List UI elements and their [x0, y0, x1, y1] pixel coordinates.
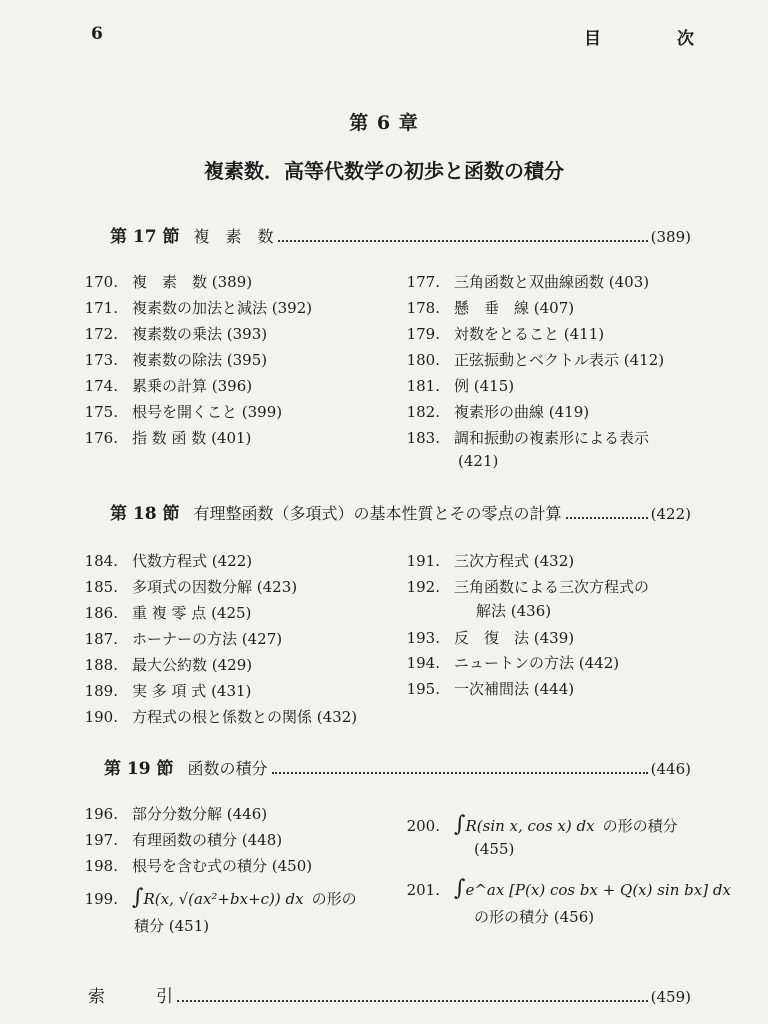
toc-item-179[interactable]: 179. 対数をとること (411): [406, 325, 605, 343]
integral-formula: ∫e^ax [P(x) cos bx + Q(x) sin bx] dx: [454, 876, 731, 901]
integral-formula: ∫R(sin x, cos x) dx: [454, 812, 595, 837]
leader-dots: [566, 517, 648, 519]
toc-item-174[interactable]: 174. 累乗の計算 (396): [84, 377, 253, 395]
toc-item-199[interactable]: 199. ∫R(x, √(ax²+bx+c)) dx の形の: [84, 885, 357, 910]
toc-item-183[interactable]: 183. 調和振動の複素形による表示: [406, 429, 650, 447]
toc-item-198[interactable]: 198. 根号を含む式の積分 (450): [84, 857, 313, 875]
index-entry[interactable]: [88, 982, 691, 1007]
toc-item-188[interactable]: 188. 最大公約数 (429): [84, 656, 253, 674]
toc-item-191[interactable]: 191. 三次方程式 (432): [406, 552, 575, 570]
leader-dots: [272, 772, 648, 774]
section-title: 函数の積分: [187, 759, 268, 778]
section-label: 第 19 節: [104, 759, 174, 779]
toc-item-180[interactable]: 180. 正弦振動とベクトル表示 (412): [406, 351, 665, 369]
toc-item-173[interactable]: 173. 複素数の除法 (395): [84, 351, 268, 369]
toc-item-190[interactable]: 190. 方程式の根と係数との関係 (432): [84, 708, 358, 726]
toc-item-192-cont: 解法 (436): [476, 602, 552, 620]
toc-item-181[interactable]: 181. 例 (415): [406, 377, 515, 395]
toc-item-182[interactable]: 182. 複素形の曲線 (419): [406, 403, 590, 421]
chapter-title: 複素数．高等代数学の初歩と函数の積分: [204, 159, 564, 183]
toc-item-172[interactable]: 172. 複素数の乗法 (393): [84, 325, 268, 343]
toc-item-193[interactable]: 193. 反 復 法 (439): [406, 629, 575, 647]
index-page: (459): [650, 988, 691, 1006]
toc-item-194[interactable]: 194. ニュートンの方法 (442): [406, 654, 620, 672]
toc-item-201-cont: の形の積分 (456): [474, 908, 595, 926]
toc-item-176[interactable]: 176. 指 数 函 数 (401): [84, 429, 252, 447]
toc-item-196[interactable]: 196. 部分分数分解 (446): [84, 805, 268, 823]
toc-item-178[interactable]: 178. 懸 垂 線 (407): [406, 299, 575, 317]
toc-item-183-page: (421): [458, 452, 499, 470]
toc-item-175[interactable]: 175. 根号を開くこと (399): [84, 403, 283, 421]
section-title: 複 素 数: [193, 227, 274, 246]
leader-dots: [278, 240, 648, 242]
toc-item-195[interactable]: 195. 一次補間法 (444): [406, 680, 575, 698]
toc-item-186[interactable]: 186. 重 複 零 点 (425): [84, 604, 252, 622]
toc-item-171[interactable]: 171. 複素数の加法と減法 (392): [84, 299, 313, 317]
running-title-left: 目: [584, 29, 601, 49]
integral-formula: ∫R(x, √(ax²+bx+c)) dx: [132, 885, 304, 910]
section-label: 第 18 節: [110, 504, 180, 524]
section-page: (446): [650, 760, 691, 778]
index-label: 索 引: [88, 987, 173, 1007]
page-number: 6: [91, 24, 103, 44]
toc-item-187[interactable]: 187. ホーナーの方法 (427): [84, 630, 283, 648]
toc-item-192[interactable]: 192. 三角函数による三次方程式の: [406, 578, 650, 596]
toc-item-184[interactable]: 184. 代数方程式 (422): [84, 552, 253, 570]
section-19-heading[interactable]: [104, 754, 691, 779]
toc-item-170[interactable]: 170. 複 素 数 (389): [84, 273, 253, 291]
toc-item-200-cont: (455): [474, 840, 515, 858]
section-17-heading[interactable]: [110, 222, 691, 247]
section-18-heading[interactable]: [110, 499, 691, 524]
toc-item-197[interactable]: 197. 有理函数の積分 (448): [84, 831, 283, 849]
toc-item-201[interactable]: 201. ∫e^ax [P(x) cos bx + Q(x) sin bx] dx: [406, 876, 731, 901]
toc-item-200[interactable]: 200. ∫R(sin x, cos x) dx の形の積分: [406, 812, 678, 837]
section-page: (389): [650, 228, 691, 246]
section-page: (422): [650, 505, 691, 523]
toc-item-189[interactable]: 189. 実 多 項 式 (431): [84, 682, 252, 700]
toc-item-199-cont: 積分 (451): [134, 917, 210, 935]
running-title-right: 次: [677, 29, 694, 49]
section-label: 第 17 節: [110, 227, 180, 247]
chapter-label: 第 6 章: [349, 112, 419, 134]
toc-item-185[interactable]: 185. 多項式の因数分解 (423): [84, 578, 298, 596]
section-title: 有理整函数（多項式）の基本性質とその零点の計算: [193, 504, 562, 523]
toc-item-177[interactable]: 177. 三角函数と双曲線函数 (403): [406, 273, 650, 291]
leader-dots: [177, 1000, 648, 1002]
